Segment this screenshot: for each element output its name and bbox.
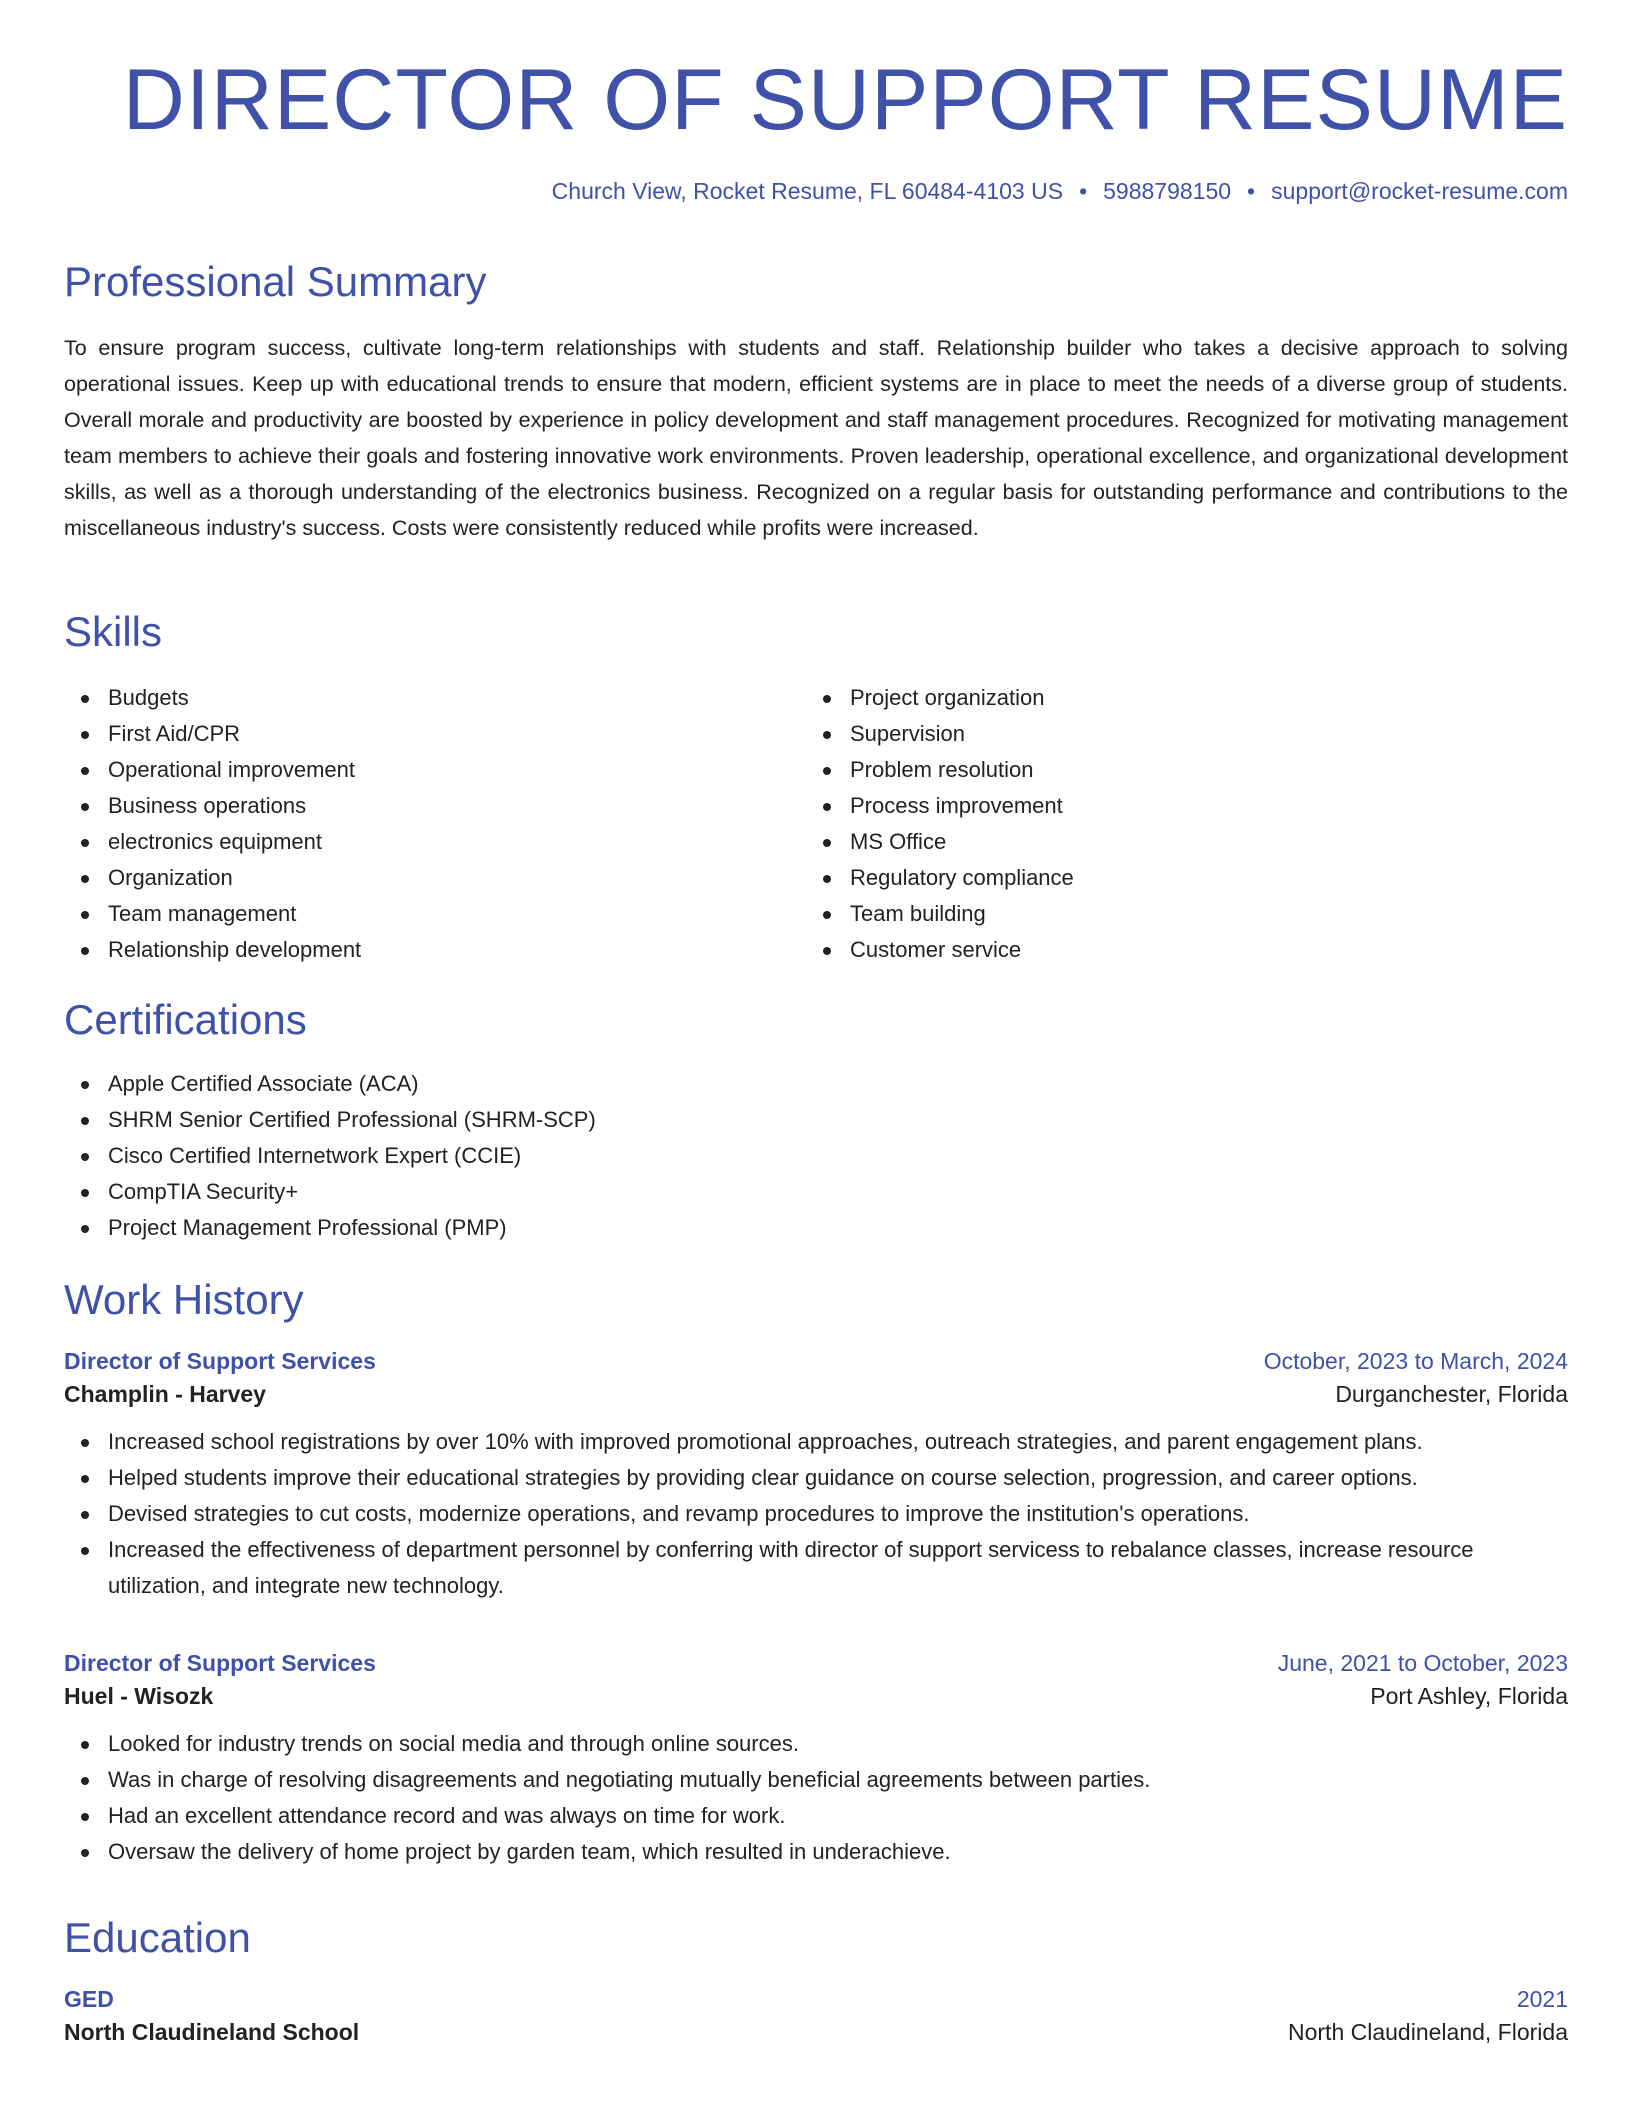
- certification-item: Cisco Certified Internetwork Expert (CCIE): [108, 1138, 596, 1174]
- skill-item: Supervision: [850, 716, 1548, 752]
- resume-title: DIRECTOR OF SUPPORT RESUME: [122, 52, 1568, 148]
- job-title: Director of Support Services: [64, 1650, 376, 1676]
- job-duties-list: [64, 1726, 1568, 1870]
- job-employer-row: [64, 1381, 1568, 1408]
- contact-phone: 5988798150: [1103, 178, 1232, 204]
- skill-item: Team building: [850, 896, 1548, 932]
- skill-item: Budgets: [108, 680, 806, 716]
- education-year: 2021: [1516, 1986, 1568, 2012]
- contact-address: Church View, Rocket Resume, FL 60484-4103 US: [551, 178, 1064, 204]
- skills-column-left: [64, 680, 806, 968]
- job-duty-item: Devised strategies to cut costs, modernize operations, and revamp procedures to improve the institution's operations.: [108, 1496, 1568, 1532]
- skill-item: Project organization: [850, 680, 1548, 716]
- summary-heading: Professional Summary: [64, 258, 487, 305]
- job-duty-item: Oversaw the delivery of home project by garden team, which resulted in underachieve.: [108, 1834, 1568, 1870]
- job-title: Director of Support Services: [64, 1348, 376, 1374]
- skill-item: First Aid/CPR: [108, 716, 806, 752]
- skill-item: Process improvement: [850, 788, 1548, 824]
- certifications-heading: Certifications: [64, 996, 307, 1043]
- job-location: Port Ashley, Florida: [1370, 1683, 1568, 1709]
- job-entry: [64, 1348, 1568, 1604]
- certifications-list: [64, 1066, 596, 1246]
- certification-item: CompTIA Security+: [108, 1174, 596, 1210]
- job-entry: [64, 1650, 1568, 1870]
- education-school: North Claudineland School: [64, 2019, 360, 2045]
- skill-item: Problem resolution: [850, 752, 1548, 788]
- job-duty-item: Helped students improve their educational strategies by providing clear guidance on course selection, progression, and career options.: [108, 1460, 1568, 1496]
- certification-item: Apple Certified Associate (ACA): [108, 1066, 596, 1102]
- contact-line: [552, 178, 1568, 205]
- job-duties-list: [64, 1424, 1568, 1604]
- summary-text: To ensure program success, cultivate long-term relationships with students and staff. Relationship builder who takes a decisive approach to solving operational issues. Keep up with educational trends to ensure that modern, efficient systems are in place to meet the needs of a diverse group of students. Overall morale and productivity are boosted by experience in policy development and staff management procedures. Recognized for motivating management team members to achieve their goals and fostering innovative work environments. Proven leadership, operational excellence, and organizational development skills, as well as a thorough understanding of the electronics business. Recognized on a regular basis for outstanding performance and contributions to the miscellaneous industry's success. Costs were consistently reduced while profits were increased.: [64, 336, 1568, 540]
- skill-item: Customer service: [850, 932, 1548, 968]
- skill-item: electronics equipment: [108, 824, 806, 860]
- skill-item: Team management: [108, 896, 806, 932]
- job-header-row: [64, 1348, 1568, 1375]
- skill-item: Operational improvement: [108, 752, 806, 788]
- job-dates: June, 2021 to October, 2023: [1277, 1650, 1568, 1676]
- job-duty-item: Had an excellent attendance record and was always on time for work.: [108, 1798, 1568, 1834]
- skill-item: MS Office: [850, 824, 1548, 860]
- education-entry: [64, 1986, 1568, 2046]
- education-degree: GED: [64, 1986, 114, 2012]
- education-heading: Education: [64, 1914, 251, 1961]
- skills-heading: Skills: [64, 608, 163, 655]
- job-dates: October, 2023 to March, 2024: [1263, 1348, 1568, 1374]
- skill-item: Business operations: [108, 788, 806, 824]
- job-duty-item: Increased the effectiveness of department personnel by conferring with director of support servicess to rebalance classes, increase resource utilization, and integrate new technology.: [108, 1532, 1568, 1604]
- contact-email[interactable]: support@rocket-resume.com: [1271, 178, 1568, 204]
- education-school-row: [64, 2019, 1568, 2046]
- certification-item: Project Management Professional (PMP): [108, 1210, 596, 1246]
- skill-item: Organization: [108, 860, 806, 896]
- job-header-row: [64, 1650, 1568, 1677]
- job-duty-item: Was in charge of resolving disagreements and negotiating mutually beneficial agreements between parties.: [108, 1762, 1568, 1798]
- education-header-row: [64, 1986, 1568, 2013]
- job-location: Durganchester, Florida: [1335, 1381, 1568, 1407]
- job-employer: Champlin - Harvey: [64, 1381, 266, 1407]
- job-duty-item: Increased school registrations by over 10% with improved promotional approaches, outreach strategies, and parent engagement plans.: [108, 1424, 1568, 1460]
- education-location: North Claudineland, Florida: [1288, 2019, 1568, 2045]
- job-duty-item: Looked for industry trends on social media and through online sources.: [108, 1726, 1568, 1762]
- contact-separator: •: [1079, 178, 1088, 204]
- job-employer: Huel - Wisozk: [64, 1683, 214, 1709]
- job-employer-row: [64, 1683, 1568, 1710]
- skill-item: Relationship development: [108, 932, 806, 968]
- skill-item: Regulatory compliance: [850, 860, 1548, 896]
- contact-separator: •: [1247, 178, 1256, 204]
- work-history-heading: Work History: [64, 1276, 304, 1323]
- skills-column-right: [806, 680, 1548, 968]
- skills-list: [64, 680, 1568, 968]
- certification-item: SHRM Senior Certified Professional (SHRM-SCP): [108, 1102, 596, 1138]
